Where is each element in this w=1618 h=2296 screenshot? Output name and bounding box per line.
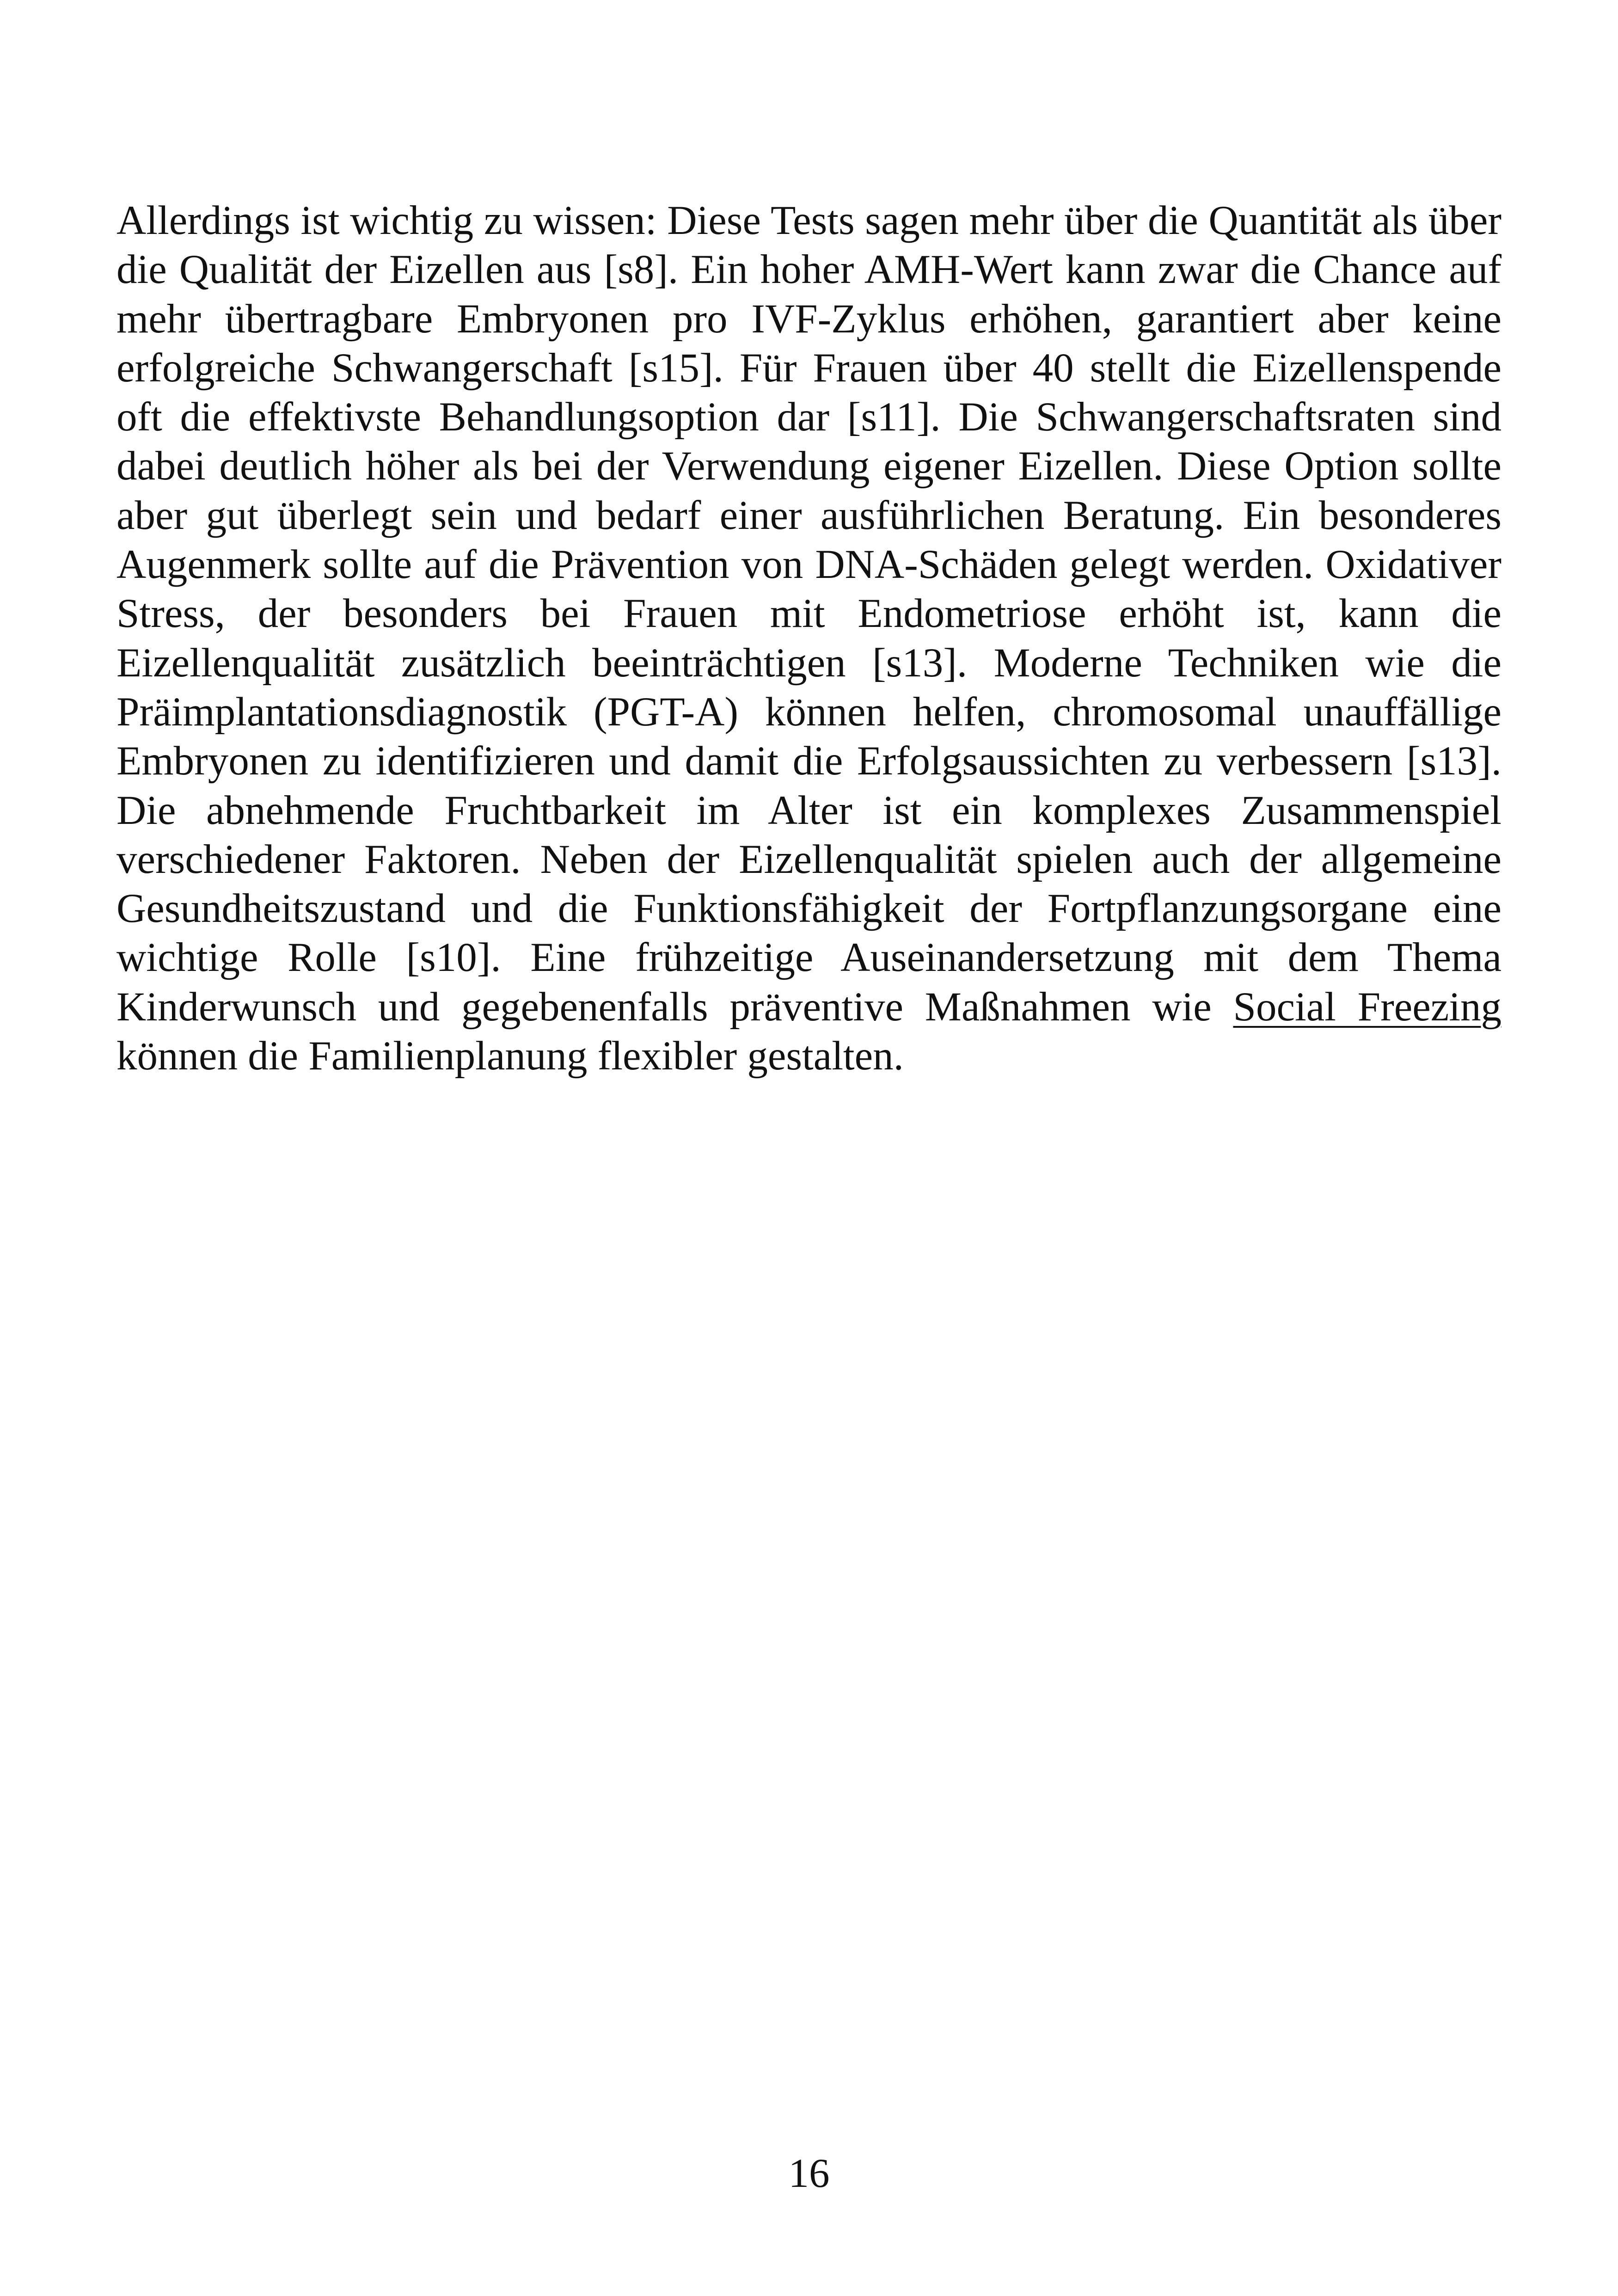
social-freezing-link[interactable]: Social Freezing [1233,984,1502,1030]
paragraph-text-after-link: können die Familienplanung flexibler gestalten. [116,1033,904,1079]
body-paragraph [116,196,1502,1080]
page-number: 16 [788,2151,830,2196]
paragraph-text-before-link: Allerdings ist wichtig zu wissen: Diese Tests sagen mehr über die Quantität als über die Qualität der Eizellen aus [s8]. Ein hoher AMH-Wert kann zwar die Chance auf mehr übertragbare Embryonen pro IVF-Zyklus erhöhen, garantiert aber keine erfolgreiche Schwangerschaft [s15]. Für Frauen über 40 stellt die Eizellenspende oft die effektivste Behandlungsoption dar [s11]. Die Schwangerschaftsraten sind dabei deutlich höher als bei der Verwendung eigener Eizellen. Diese Option sollte aber gut überlegt sein und bedarf einer ausführlichen Beratung. Ein besonderes Augenmerk sollte auf die Prävention von DNA-Schäden gelegt werden. Oxidativer Stress, der besonders bei Frauen mit Endometriose erhöht ist, kann die Eizellenqualität zusätzlich beeinträchtigen [s13]. Moderne Techniken wie die Präimplantationsdiagnostik (PGT-A) können helfen, chromosomal unauffällige Embryonen zu identifizieren und damit die Erfolgsaussichten zu verbessern [s13]. Die abnehmende Fruchtbarkeit im Alter ist ein komplexes Zusammenspiel verschiedener Faktoren. Neben der Eizellenqualität spielen auch der allgemeine Gesundheitszustand und die Funktionsfähigkeit der Fortpflanzungsorgane eine wichtige Rolle [s10]. Eine frühzeitige Auseinandersetzung mit dem Thema Kinderwunsch und gegebenenfalls präventive Maßnahmen wie [116,198,1502,1030]
